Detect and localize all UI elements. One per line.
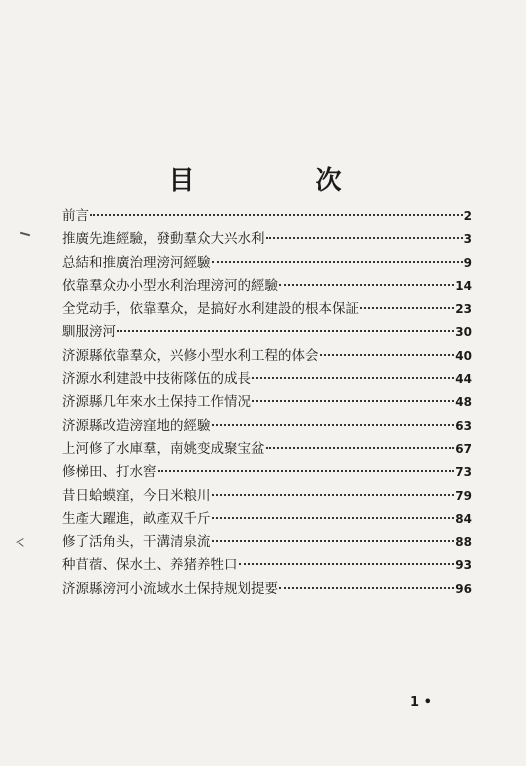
toc-leader-dots: [117, 330, 454, 332]
toc-entry-page: 14: [455, 278, 472, 293]
toc-entry-title: 总結和推廣治理滂河經驗: [62, 254, 211, 271]
toc-leader-dots: [212, 494, 455, 496]
toc-leader-dots: [360, 307, 454, 309]
toc-entry: [62, 275, 472, 298]
toc-entry-page: 73: [455, 465, 472, 480]
toc-entry: [62, 298, 472, 321]
toc-entry: [62, 321, 472, 344]
toc-entry-page: 30: [455, 325, 472, 340]
toc-entry: [62, 461, 472, 484]
toc-leader-dots: [212, 261, 463, 263]
toc-leader-dots: [252, 400, 454, 402]
toc-entry: [62, 205, 472, 228]
page-title: 目 次: [168, 166, 398, 196]
toc-entry: [62, 391, 472, 414]
toc-entry-title: 济源水利建設中技術隊伍的成長: [62, 371, 251, 388]
toc-entry-title: 修了活角头，干溝清泉流: [62, 534, 211, 551]
toc-leader-dots: [252, 377, 454, 379]
toc-entry-page: 2: [463, 209, 472, 223]
toc-leader-dots: [212, 517, 455, 519]
toc-entry: [62, 415, 472, 438]
toc-entry-title: 馴服滂河: [62, 324, 116, 341]
toc-leader-dots: [90, 214, 463, 216]
toc-entry-page: 23: [455, 302, 472, 317]
toc-leader-dots: [279, 587, 454, 589]
toc-entry-page: 84: [455, 511, 472, 526]
toc-entry: [62, 485, 472, 508]
toc-entry: [62, 252, 472, 275]
toc-leader-dots: [212, 424, 455, 426]
toc-entry: [62, 578, 472, 601]
toc-entry: [62, 438, 472, 461]
toc-entry: [62, 508, 472, 531]
toc-entry-title: 济源縣依靠羣众，兴修小型水利工程的体会: [62, 347, 319, 364]
toc-entry-title: 修梯田、打水窖: [62, 464, 157, 481]
toc-entry-title: 种苜蓿、保水土、养猪养牲口: [62, 557, 238, 574]
margin-mark: [18, 542, 23, 547]
toc-entry-title: 前言: [62, 208, 89, 224]
toc-entry-page: 79: [455, 488, 472, 503]
toc-entry-page: 44: [455, 372, 472, 387]
toc-entry-page: 48: [455, 395, 472, 410]
toc-entry-title: 昔日蛤蟆窪，今日米粮川: [62, 487, 211, 504]
toc-entry-title: 推廣先進經驗，發動羣众大兴水利: [62, 231, 265, 248]
toc-entry: [62, 345, 472, 368]
toc-entry: [62, 531, 472, 554]
toc-leader-dots: [279, 284, 454, 286]
toc-entry-page: 63: [455, 418, 472, 433]
toc-entry-title: 上河修了水庫羣，南姚变成聚宝盆: [62, 440, 265, 457]
toc-entry-title: 全党动手，依靠羣众，是搞好水利建設的根本保証: [62, 301, 359, 318]
toc-leader-dots: [239, 563, 455, 565]
toc-entry: [62, 368, 472, 391]
margin-mark: [20, 232, 30, 237]
toc-entry-title: 生產大躍進，畝產双千斤: [62, 510, 211, 527]
toc-entry-page: 3: [463, 232, 472, 247]
toc-entry-title: 济源縣几年來水土保持工作情况: [62, 394, 251, 411]
toc-entry-page: 93: [455, 558, 472, 573]
toc-entry-title: 依靠羣众办小型水利治理滂河的經驗: [62, 277, 278, 294]
toc-entry-page: 40: [455, 348, 472, 363]
toc-entry-title: 济源縣滂河小流域水土保持规划提要: [62, 580, 278, 597]
toc-leader-dots: [212, 540, 455, 542]
toc-entry: [62, 554, 472, 577]
toc-entry: [62, 228, 472, 251]
toc-entry-page: 88: [455, 535, 472, 550]
toc-entry-page: 9: [463, 255, 472, 270]
toc-entry-page: 67: [455, 441, 472, 456]
toc-leader-dots: [266, 237, 463, 239]
toc-leader-dots: [266, 447, 455, 449]
table-of-contents: [62, 205, 472, 601]
toc-entry-page: 96: [455, 581, 472, 596]
toc-leader-dots: [158, 470, 455, 472]
toc-leader-dots: [320, 354, 455, 356]
page-number: 1 •: [410, 695, 432, 710]
toc-entry-title: 济源縣改造滂窪地的經驗: [62, 417, 211, 434]
